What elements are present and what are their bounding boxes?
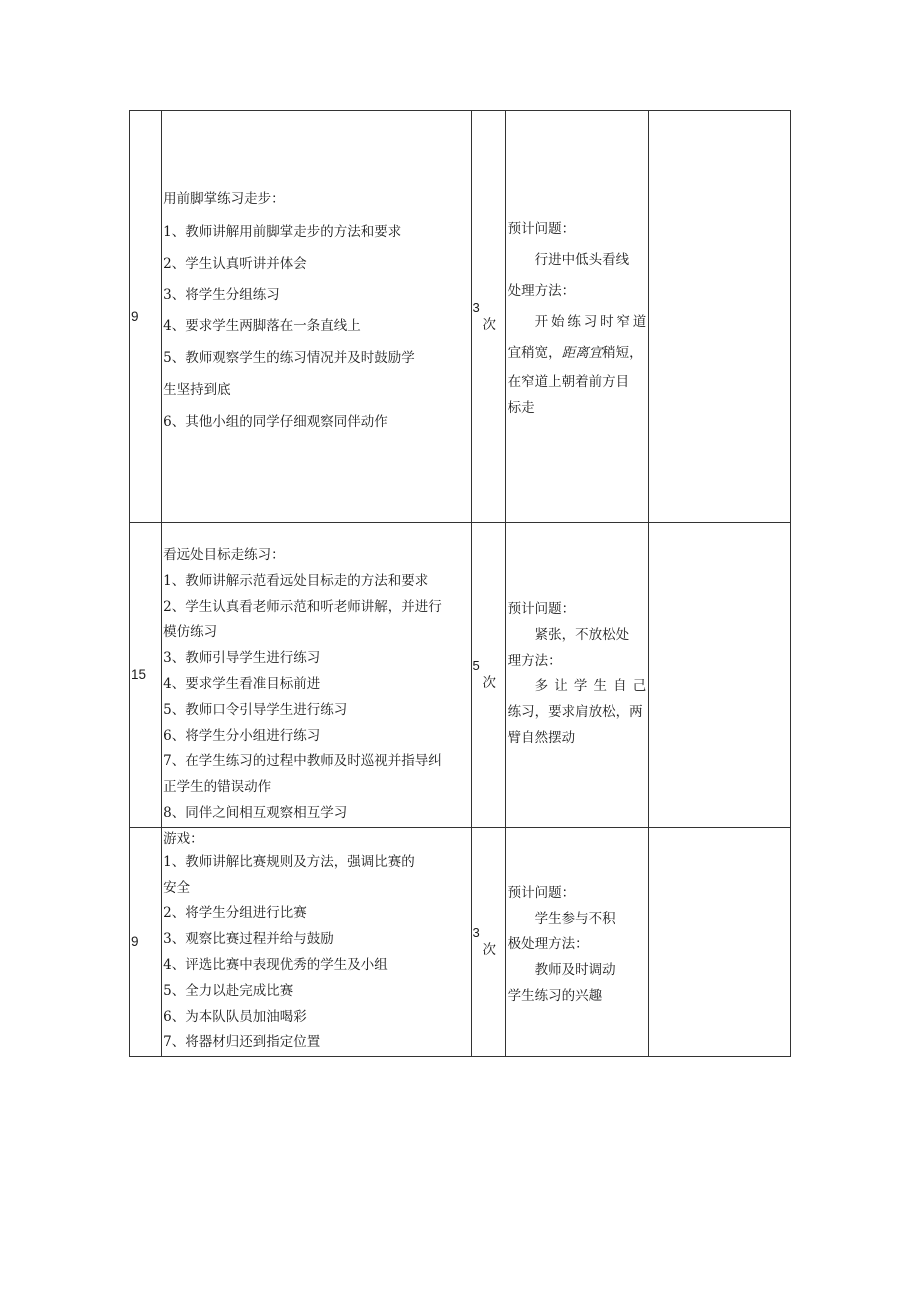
count-unit: 次	[482, 674, 497, 691]
content-line: 1、教师讲解示范看远处目标走的方法和要求	[163, 572, 429, 589]
content-line: 2、将学生分组进行比赛	[163, 905, 307, 922]
content-line: 4、要求学生看准目标前进	[163, 675, 321, 692]
time-cell: 9	[130, 111, 162, 523]
content-line: 看远处目标走练习：	[163, 547, 285, 563]
issue-line: 理方法：	[507, 652, 562, 669]
content-line: 6、为本队队员加油喝彩	[163, 1008, 307, 1025]
content-line: 用前脚掌练习走步：	[163, 191, 285, 207]
issue-line: 行进中低头看线	[534, 252, 630, 268]
count-unit: 次	[482, 316, 497, 333]
content-cell	[162, 111, 471, 523]
content-line: 8、同伴之间相互观察相互学习	[163, 804, 348, 821]
table-row	[130, 111, 791, 523]
issue-line: 学生练习的兴趣	[507, 987, 603, 1004]
note-cell	[649, 111, 791, 523]
note-cell	[649, 827, 791, 1056]
issue-line: 练习，要求肩放松，两	[507, 704, 643, 721]
content-line: 5、全力以赴完成比赛	[163, 982, 294, 999]
content-cell	[162, 827, 471, 1056]
issue-line: 多让学生自己	[534, 678, 647, 695]
content-line: 模仿练习	[163, 624, 218, 641]
content-line: 安全	[163, 879, 191, 896]
issue-line: 开始练习时窄道	[534, 314, 647, 330]
issue-line: 学生参与不积	[534, 910, 616, 927]
content-line: 5、教师口令引导学生进行练习	[163, 701, 348, 718]
content-line: 2、学生认真听讲并体会	[163, 255, 307, 272]
content-line: 1、教师讲解比赛规则及方法，强调比赛的	[163, 853, 415, 870]
content-line: 2、学生认真看老师示范和听老师讲解，并进行	[163, 598, 442, 615]
content-cell	[162, 523, 471, 828]
issue-cell	[505, 827, 649, 1056]
table-row	[130, 523, 791, 828]
count-cell	[471, 523, 505, 828]
issue-cell	[505, 111, 649, 523]
content-line: 生坚持到底	[163, 381, 231, 398]
content-line: 4、评选比赛中表现优秀的学生及小组	[163, 956, 388, 973]
issue-line	[508, 338, 647, 369]
issue-line: 预计问题：	[507, 221, 576, 237]
lesson-plan-table	[129, 110, 791, 1057]
content-line: 7、在学生练习的过程中教师及时巡视并指导纠	[163, 753, 442, 770]
issue-line: 教师及时调动	[534, 962, 616, 979]
content-line: 6、将学生分小组进行练习	[163, 727, 321, 744]
time-cell: 9	[130, 827, 162, 1056]
note-cell	[649, 523, 791, 828]
count-number: 3	[472, 924, 480, 940]
issue-text: 宜稍宽，	[507, 345, 562, 361]
content-line: 3、教师引导学生进行练习	[163, 650, 321, 667]
count-cell	[471, 827, 505, 1056]
issue-line: 臂自然摆动	[507, 729, 576, 746]
issue-line: 预计问题：	[507, 601, 576, 617]
issue-line: 极处理方法：	[507, 936, 589, 953]
issue-text: 稍短，	[602, 345, 643, 361]
content-line: 5、教师观察学生的练习情况并及时鼓励学	[163, 349, 415, 366]
count-number: 3	[472, 299, 480, 315]
content-line: 6、其他小组的同学仔细观察同伴动作	[163, 413, 388, 430]
issue-text: 距离宜	[561, 345, 603, 361]
count-unit: 次	[482, 941, 497, 958]
time-cell: 15	[130, 523, 162, 828]
content-line: 正学生的错误动作	[163, 779, 272, 796]
issue-line: 紧张，不放松处	[534, 626, 630, 643]
issue-cell	[505, 523, 649, 828]
table-row	[130, 827, 791, 1056]
issue-line: 标走	[507, 400, 535, 416]
content-line: 3、观察比赛过程并给与鼓励	[163, 931, 334, 948]
content-line: 游戏：	[163, 830, 204, 847]
content-line: 7、将器材归还到指定位置	[163, 1034, 321, 1051]
content-line: 4、要求学生两脚落在一条直线上	[163, 317, 361, 334]
content-line: 1、教师讲解用前脚掌走步的方法和要求	[163, 223, 402, 240]
issue-line: 预计问题：	[507, 884, 576, 901]
content-line: 3、将学生分组练习	[163, 286, 280, 303]
issue-line: 在窄道上朝着前方目	[507, 374, 630, 390]
count-cell	[471, 111, 505, 523]
issue-line: 处理方法：	[507, 283, 576, 299]
count-number: 5	[472, 657, 480, 673]
